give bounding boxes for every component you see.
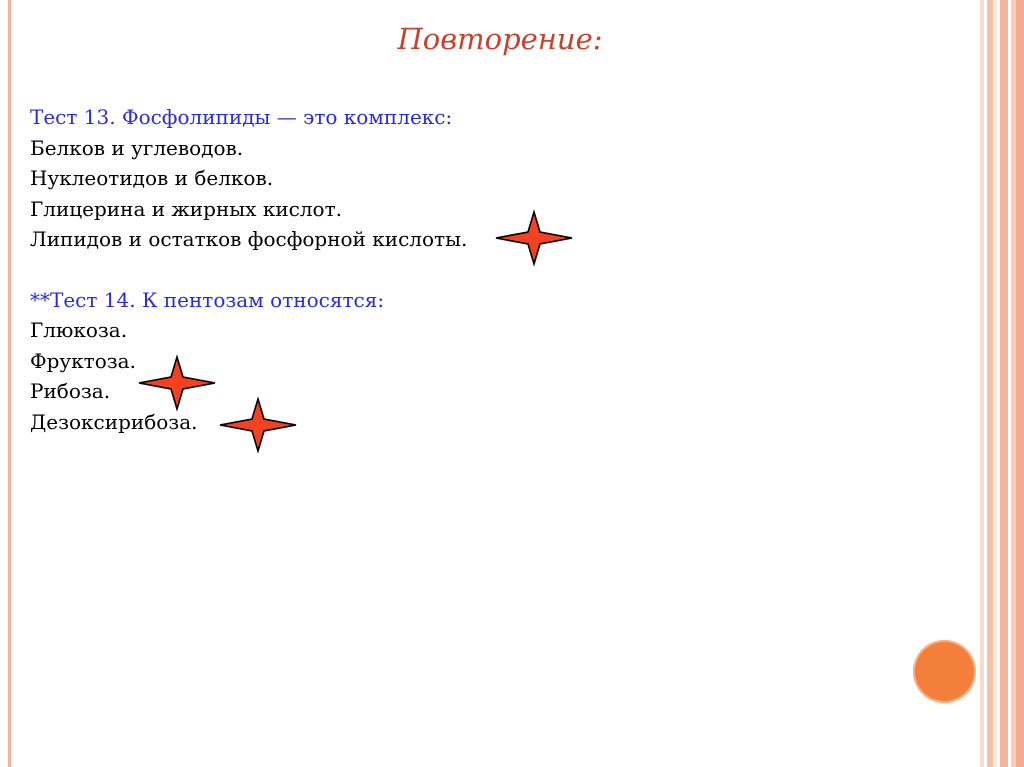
q14-option-4: Дезоксирибоза. — [30, 409, 198, 434]
q14-option-1: Глюкоза. — [30, 318, 128, 342]
q14-option-2: Фруктоза. — [30, 348, 136, 373]
spacer — [30, 255, 930, 285]
four-point-star-icon — [218, 398, 298, 452]
right-decorative-stripes — [980, 0, 1024, 767]
q14-option-3: Рибоза. — [30, 379, 111, 403]
slide-title: Повторение: — [397, 22, 603, 56]
four-point-star-icon — [137, 356, 217, 410]
circle-icon — [913, 640, 976, 703]
q13-option-3: Глицерина и жирных кислот. — [30, 196, 343, 221]
stripe — [1016, 0, 1024, 767]
stripe — [1000, 0, 1008, 767]
q13-option-2: Нуклеотидов и белков. — [30, 166, 274, 190]
question-14: **Тест 14. К пентозам относятся: — [30, 287, 385, 312]
question-13: Тест 13. Фосфолипиды — это комплекс: — [30, 105, 453, 129]
q13-option-4: Липидов и остатков фосфорной кислоты. — [30, 227, 468, 251]
q13-option-1: Белков и углеводов. — [30, 135, 244, 160]
left-border-line — [8, 0, 11, 767]
four-point-star-icon — [494, 211, 574, 265]
